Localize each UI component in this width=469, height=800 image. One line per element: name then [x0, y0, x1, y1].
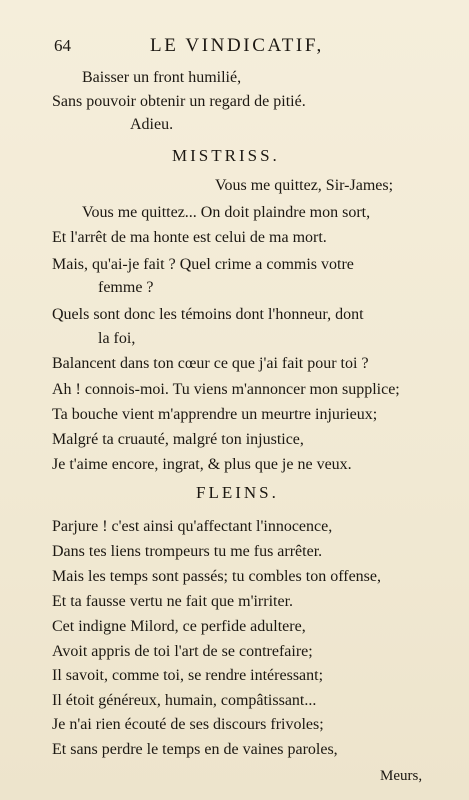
speaker-name: FLEINS. [196, 483, 279, 502]
verse-line: Quels sont donc les témoins dont l'honneur, dont [52, 306, 364, 323]
running-title: LE VINDICATIF, [150, 35, 324, 56]
verse-line: Cet indigne Milord, ce perfide adultere, [52, 618, 306, 635]
verse-line: femme ? [98, 279, 154, 296]
verse-line: Ta bouche vient m'apprendre un meurtre injurieux; [52, 406, 378, 423]
verse-line: Dans tes liens trompeurs tu me fus arrêter. [52, 543, 323, 560]
verse-line: Parjure ! c'est ainsi qu'affectant l'innocence, [52, 518, 333, 535]
verse-line: Malgré ta cruauté, malgré ton injustice, [52, 431, 304, 448]
verse-line: Avoit appris de toi l'art de se contrefaire; [52, 643, 313, 660]
verse-line: Je n'ai rien écouté de ses discours frivoles; [52, 716, 324, 733]
verse-line: Je t'aime encore, ingrat, & plus que je ne veux. [52, 456, 352, 473]
verse-line: Balancent dans ton cœur ce que j'ai fait pour toi ? [52, 355, 369, 372]
verse-line: Et l'arrêt de ma honte est celui de ma mort. [52, 229, 327, 246]
page-number: 64 [54, 36, 71, 55]
verse-line: Sans pouvoir obtenir un regard de pitié. [52, 93, 306, 110]
verse-line: Vous me quittez, Sir-James; [215, 177, 394, 194]
verse-line: Et sans perdre le temps en de vaines paroles, [52, 741, 338, 758]
catchword: Meurs, [380, 768, 423, 784]
verse-line: Il étoit généreux, humain, compâtissant... [52, 692, 317, 709]
verse-line: Vous me quittez... On doit plaindre mon sort, [82, 204, 371, 221]
page-header [54, 30, 429, 54]
verse-line: Ah ! connois-moi. Tu viens m'annoncer mon supplice; [52, 381, 400, 398]
verse-line: la foi, [98, 330, 136, 347]
verse-line: Mais les temps sont passés; tu combles ton offense, [52, 568, 381, 585]
verse-line: Mais, qu'ai-je fait ? Quel crime a commis votre [52, 256, 354, 273]
speaker-name: MISTRISS. [172, 146, 280, 165]
verse-line: Adieu. [130, 116, 174, 133]
verse-line: Baisser un front humilié, [82, 69, 242, 86]
verse-line: Il savoit, comme toi, se rendre intéressant; [52, 667, 324, 684]
verse-line: Et ta fausse vertu ne fait que m'irriter. [52, 593, 294, 610]
